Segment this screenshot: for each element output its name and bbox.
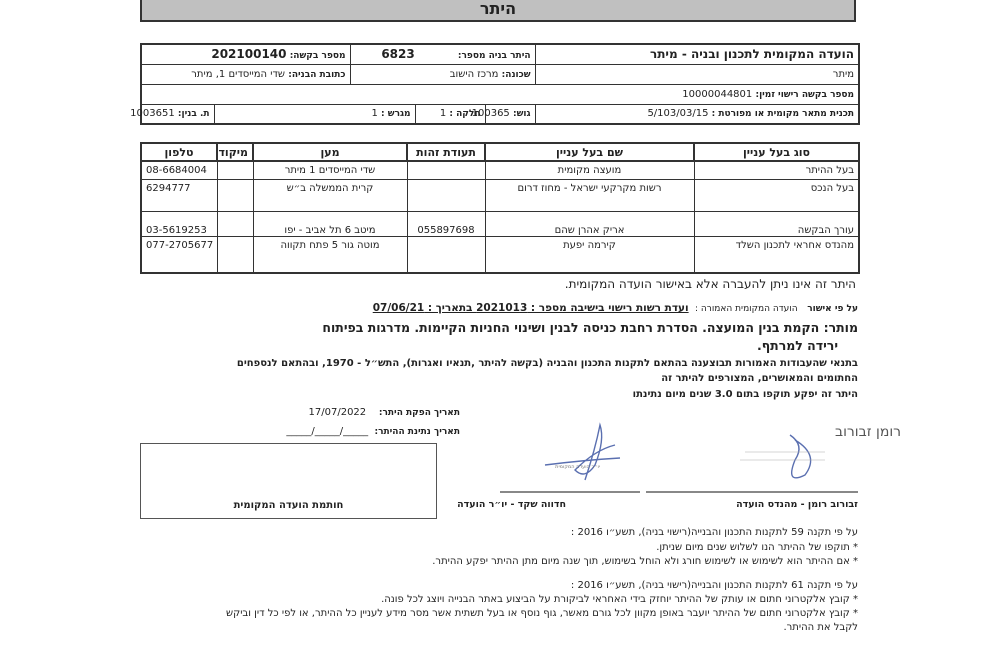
col-zip: מיקוד: [217, 143, 253, 161]
permitted-work-cont: ירידה למרתף.: [756, 338, 838, 353]
city: מיתר: [535, 64, 859, 84]
engineer-signature-line: [646, 491, 858, 493]
party-zip: [217, 236, 253, 273]
party-phone: 6294777: [141, 179, 217, 211]
online-request-number: מספר בקשה רישוי זמין: 10000044801: [141, 84, 859, 104]
given-date: תאריך נתינת ההיתר: _____/_____/_____: [286, 426, 460, 437]
stamp-label: חותמת הועדה המקומית: [233, 500, 344, 511]
party-phone: 03-5619253: [141, 211, 217, 236]
party-address: שדי המייסדים 1 מיתר: [253, 161, 407, 179]
issue-date: תאריך הפקת היתר: 17/07/2022: [308, 407, 460, 418]
party-zip: [217, 161, 253, 179]
permit-number: היתר בניה מספר: 6823: [350, 44, 535, 64]
validity-note: היתר זה יפקע תוקפו בתום 3.0 שנים מיום נתינתו: [632, 389, 858, 400]
transfer-note: היתר זה אינו ניתן להעברה אלא באישור הועדה המקומית.: [564, 277, 856, 291]
neighborhood: שכונה: מרכז הישוב: [350, 64, 535, 84]
chair-signature-line: [500, 491, 640, 493]
col-name: שם בעל עניין: [485, 143, 694, 161]
reg59-item: * אם ההיתר הוא לשימוש או לשימוש חורג ולא הוחל בשימוש, תוך שנה מיום מתן ההיתר יפקע ההיתר.: [432, 556, 858, 567]
building-number: ת. בנין: 1003651: [141, 104, 214, 124]
party-id: [407, 236, 485, 273]
reg61-title: על פי תקנה 61 לתקנות התכנון והבנייה(רישוי בניה), תשע״ו 2016 :: [570, 580, 858, 591]
col-type: סוג בעל עניין: [694, 143, 859, 161]
building-address: כתובת הבניה: שדי המייסדים 1, מיתר: [141, 64, 350, 84]
col-address: מען: [253, 143, 407, 161]
party-address: מוטה גור 5 פתח תקווה: [253, 236, 407, 273]
party-type: עורך הבקשה: [694, 211, 859, 236]
approval-line: על פי אישור הועדה המקומית האמורה : ועדת רשות רישוי בישיבה מספר : 2021013 בתאריך : 07/06/21: [372, 302, 858, 314]
chair-name: חדווה שקד - יו״ר הועדה: [457, 499, 566, 510]
chair-signature: [525, 420, 635, 485]
document-title: היתר: [140, 0, 856, 22]
permit-header-table: [130, 43, 860, 125]
party-name: קירמה יפעת: [485, 236, 694, 273]
committee-stamp-box: [140, 443, 437, 519]
party-id: [407, 161, 485, 179]
party-address: מיטב 6 תל אביב - יפו: [253, 211, 407, 236]
table-row: [141, 179, 859, 211]
reg61-item: * קובץ אלקטרוני חתום או עותק של ההיתר יוחזק בידי האחראי לביקורת על הביצוע באתר הבנייה ויוצג לכל פונה.: [381, 594, 858, 605]
table-row: [141, 211, 859, 236]
gush: גוש: 100365: [485, 104, 535, 124]
party-phone: 077-2705677: [141, 236, 217, 273]
migrash: מגרש : 1: [214, 104, 415, 124]
party-name: מועצה מקומית: [485, 161, 694, 179]
conditions: בתנאי שהעבודות האמורות תבוצענה בהתאם לתקנות התכנון והבניה (בקשה להיתר ,תנאיו ואגרות), התש״ל - 1970, ובהתאם לנספחים: [236, 358, 858, 369]
reg59-title: על פי תקנה 59 לתקנות התכנון והבנייה(רישוי בניה), תשע״ו 2016 :: [570, 527, 858, 538]
party-id: [407, 179, 485, 211]
reg61-item-cont: לקבל את ההיתר.: [783, 622, 858, 633]
committee-name: הועדה המקומית לתכנון ובניה - מיתר: [535, 44, 859, 64]
party-id: 055897698: [407, 211, 485, 236]
parties-table: [140, 142, 860, 274]
party-zip: [217, 179, 253, 211]
helka: חלקה : 1: [415, 104, 485, 124]
party-phone: 08-6684004: [141, 161, 217, 179]
table-row: [141, 236, 859, 273]
party-name: אריק אהרן שהם: [485, 211, 694, 236]
permitted-work: מותר: הקמת בנין המועצה. הסדרת רחבת כניסה לבנין ושינוי החניות הקיימות. מדרגות בפיתוח: [322, 320, 858, 335]
plan: תכנית מתאר מקומית או מפורטת : 5/103/03/15: [535, 104, 859, 124]
engineer-stamp-name: רומן זבורוב: [835, 424, 902, 440]
request-number: מספר בקשה: 202100140: [141, 44, 350, 64]
party-type: בעל ההיתר: [694, 161, 859, 179]
party-zip: [217, 211, 253, 236]
conditions-cont: החתומים והמאושרים, המצורפים להיתר זה: [661, 373, 858, 384]
party-name: רשות מקרקעי ישראל - מחוז דרום: [485, 179, 694, 211]
reg59-item: * תוקפו של ההיתר הנו לשלוש שנים מיום שניתן.: [656, 542, 858, 553]
table-row: [141, 161, 859, 179]
engineer-name: זבורוב רומן - מהנדס הועדה: [736, 499, 858, 510]
col-id: תעודת זהות: [407, 143, 485, 161]
col-phone: טלפון: [141, 143, 217, 161]
reg61-item: * קובץ אלקטרוני חתום של ההיתר יועבר באופן מקוון לכל גורם מאשר, גוף נוסף או בעל תשתית אשר מסר מידע לעניין כל ההיתר, או לפי כל דין וביקש: [226, 608, 858, 619]
party-address: קרית הממשלה ב״ש: [253, 179, 407, 211]
chair-stamp-text: יו״ר הועדה המקומית: [555, 464, 600, 470]
party-type: בעל הנכס: [694, 179, 859, 211]
party-type: מהנדס אחראי לתכנון השלד: [694, 236, 859, 273]
engineer-signature-stamp: [725, 420, 902, 485]
